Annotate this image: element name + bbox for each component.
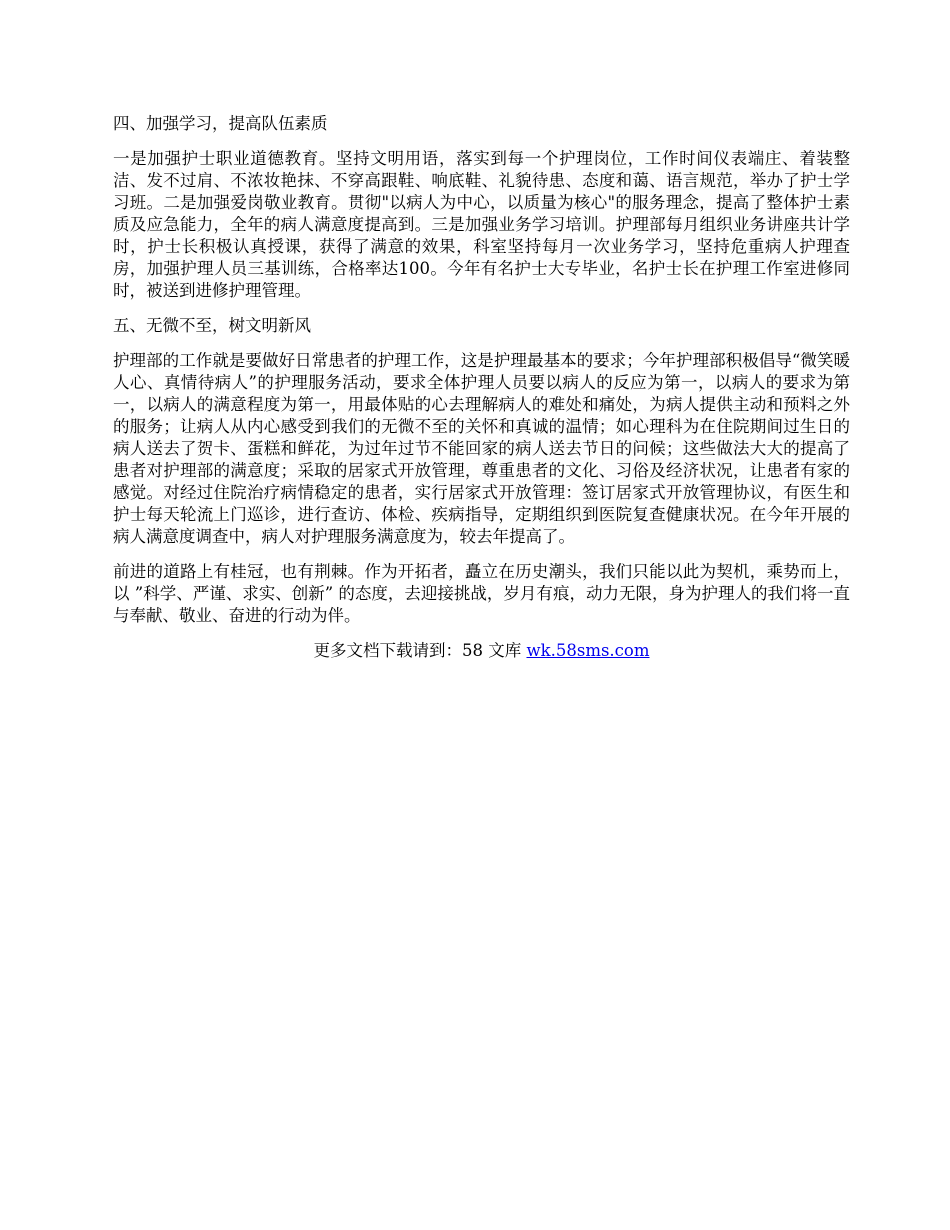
section-heading-5: 五、无微不至，树文明新风 [113,316,311,335]
footer-line [113,640,850,662]
section-body-5: 护理部的工作就是要做好日常患者的护理工作，这是护理最基本的要求；今年护理部积极倡导“微笑暖人心、真情待病人”的护理服务活动，要求全体护理人员要以病人的反应为第一，以病人的要求为第一，以病人的满意程度为第一，用最体贴的心去理解病人的难处和痛处，为病人提供主动和预料之外的服务；让病人从内心感受到我们的无微不至的关怀和真诚的温情；如心理科为在住院期间过生日的病人送去了贺卡、蛋糕和鲜花，为过年过节不能回家的病人送去节日的问候；这些做法大大的提高了患者对护理部的满意度；采取的居家式开放管理，尊重患者的文化、习俗及经济状况，让患者有家的感觉。对经过住院治疗病情稳定的患者，实行居家式开放管理：签订居家式开放管理协议，有医生和护士每天轮流上门巡诊，进行查访、体检、疾病指导，定期组织到医院复查健康状况。在今年开展的病人满意度调查中，病人对护理服务满意度为，较去年提高了。 [113,351,850,546]
footer-text: 更多文档下载请到：58 文库 [313,641,527,660]
footer-link[interactable]: wk.58sms.com [526,641,650,660]
document-page [113,113,850,662]
closing-paragraph: 前进的道路上有桂冠，也有荆棘。作为开拓者，矗立在历史潮头，我们只能以此为契机，乘势而上，以 ”科学、严谨、求实、创新” 的态度，去迎接挑战，岁月有痕，动力无限，身为护理人的我们将一直与奉献、敬业、奋进的行动为伴。 [113,562,850,625]
section-body-4: 一是加强护士职业道德教育。坚持文明用语，落实到每一个护理岗位，工作时间仪表端庄、着装整洁、发不过肩、不浓妆艳抹、不穿高跟鞋、响底鞋、礼貌待患、态度和蔼、语言规范，举办了护士学习班。二是加强爱岗敬业教育。贯彻"以病人为中心，以质量为核心"的服务理念，提高了整体护士素质及应急能力，全年的病人满意度提高到。三是加强业务学习培训。护理部每月组织业务讲座共计学时，护士长积极认真授课，获得了满意的效果，科室坚持每月一次业务学习，坚持危重病人护理查房，加强护理人员三基训练，合格率达100。今年有名护士大专毕业，名护士长在护理工作室进修同时，被送到进修护理管理。 [113,149,850,300]
section-heading-4: 四、加强学习，提高队伍素质 [113,114,328,133]
